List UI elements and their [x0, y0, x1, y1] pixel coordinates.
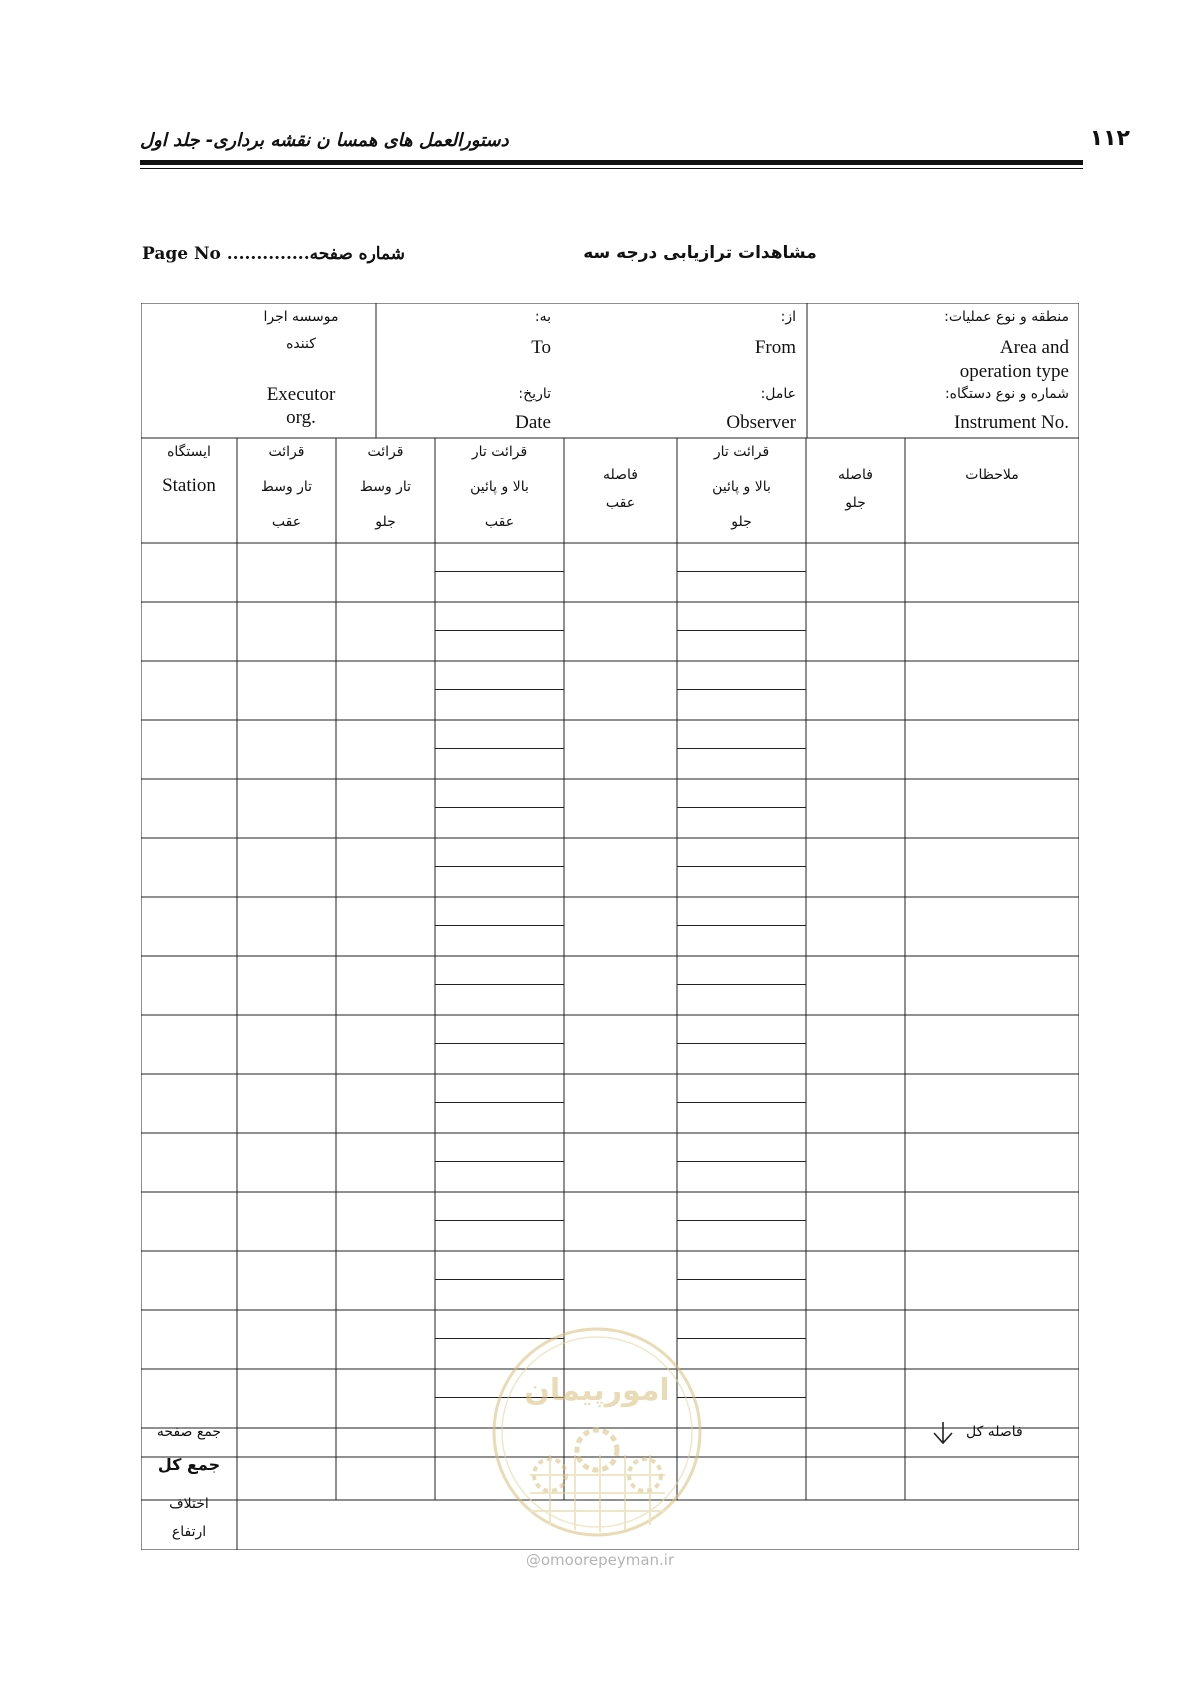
updown-front-header-3: جلو	[731, 514, 752, 530]
height-diff-label-2: ارتفاع	[171, 1524, 207, 1540]
updown-back-header-1: قرائت تار	[471, 444, 528, 460]
area-label-fa: منطقه و نوع عملیات:	[944, 309, 1069, 325]
page-number-field: Page No ..............شماره صفحه	[142, 244, 406, 264]
dist-back-header-1: فاصله	[603, 467, 638, 483]
page-sum-label: جمع صفحه	[156, 1424, 222, 1440]
observer-label-fa: عامل:	[760, 386, 796, 402]
area-label-en: Area and	[999, 337, 1069, 358]
date-label-en: Date	[515, 412, 551, 433]
instrument-label-en: Instrument No.	[953, 412, 1069, 433]
executor-label-fa-2: کننده	[286, 336, 316, 352]
mid-back-header-1: قرائت	[268, 444, 305, 460]
executor-label-en-2: org.	[286, 407, 316, 428]
from-label-fa: از:	[780, 309, 796, 325]
station-header-en: Station	[162, 475, 216, 496]
updown-back-header-2: بالا و پائین	[470, 479, 529, 495]
total-distance-label: فاصله کل	[966, 1424, 1023, 1440]
remarks-header: ملاحظات	[965, 467, 1019, 483]
header-rule	[140, 160, 1083, 165]
arrow-down-icon	[931, 1420, 955, 1446]
header-rule-thin	[140, 168, 1083, 169]
updown-front-header-2: بالا و پائین	[712, 479, 771, 495]
watermark-logo-text: امورپیمان	[524, 1373, 670, 1408]
to-label-fa: به:	[534, 309, 551, 325]
executor-label-en: Executor	[266, 384, 336, 405]
grand-total-label: جمع کل	[157, 1455, 221, 1474]
station-header-fa: ایستگاه	[167, 444, 211, 460]
mid-back-header-3: عقب	[271, 514, 302, 530]
mid-front-header-3: جلو	[375, 514, 396, 530]
instrument-label-fa: شماره و نوع دستگاه:	[944, 386, 1069, 402]
date-label-fa: تاریخ:	[518, 386, 551, 402]
updown-front-header-1: قرائت تار	[713, 444, 770, 460]
dist-front-header-1: فاصله	[838, 467, 873, 483]
watermark-url: @omoorepeyman.ir	[525, 1551, 675, 1569]
book-title: دستورالعمل های همسا ن نقشه برداری- جلد اول	[140, 130, 509, 151]
dist-back-header-2: عقب	[605, 495, 636, 511]
operation-type-label-en: operation type	[959, 361, 1069, 382]
mid-front-header-1: قرائت	[367, 444, 404, 460]
from-label-en: From	[754, 337, 796, 358]
mid-front-header-2: تار وسط	[359, 479, 412, 495]
height-diff-label-1: اختلاف	[169, 1496, 209, 1512]
updown-back-header-3: عقب	[484, 514, 515, 530]
page-number: ۱۱۲	[1089, 126, 1130, 151]
watermark-logo	[490, 1325, 705, 1540]
executor-label-fa: موسسه اجرا	[263, 309, 339, 325]
form-title: مشاهدات ترازیابی درجه سه	[583, 243, 817, 263]
to-label-en: To	[531, 337, 551, 358]
mid-back-header-2: تار وسط	[260, 479, 313, 495]
observer-label-en: Observer	[726, 412, 796, 433]
dist-front-header-2: جلو	[845, 495, 866, 511]
